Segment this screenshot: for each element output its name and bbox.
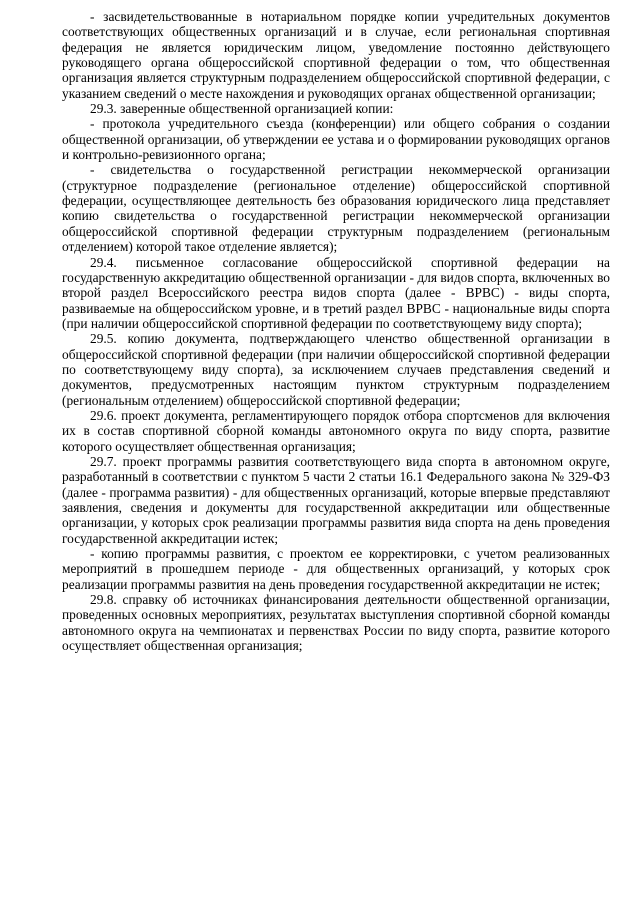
document-page <box>62 9 610 653</box>
paragraph-protocol: - протокола учредительного съезда (конференции) или общего собрания о создании общественной организации, об утверждении ее устава и о формировании руководящих органов и контрольно-ревизионного органа; <box>62 116 610 163</box>
paragraph-29-5: 29.5. копию документа, подтверждающего членство общественной организации в общероссийской спортивной федерации (при наличии общероссийской спортивной федерации по соответствующему виду спорта), за исключением случаев представления сведений и документов, предусмотренных настоящим пунктом структурным подразделением (региональным отделением) общероссийской спортивной федерации; <box>62 331 610 408</box>
paragraph-29-3: 29.3. заверенные общественной организацией копии: <box>90 101 394 117</box>
paragraph-registration-certificate: - свидетельства о государственной регистрации некоммерческой организации (структурное подразделение (региональное отделение) общероссийской спортивной федерации, осуществляющее деятельность без образования юридического лица представляет копию свидетельства о государственной регистрации некоммерческой организации общероссийской спортивной федерации структурным подразделением (региональным отделением) которой такое отделение является); <box>62 162 610 255</box>
paragraph-notarized-copies: - засвидетельствованные в нотариальном порядке копии учредительных документов соответствующих общественных организаций и в случае, если региональная спортивная федерация не является юридическим лицом, уведомление постоянно действующего руководящего органа общероссийской спортивной федерации о том, что общественная организация является структурным подразделением общероссийской спортивной федерации, с указанием сведений о месте нахождения и руководящих органах общественной организации; <box>62 9 610 101</box>
paragraph-29-7: 29.7. проект программы развития соответствующего вида спорта в автономном округе, разработанный в соответствии с пунктом 5 части 2 статьи 16.1 Федерального закона № 329-ФЗ (далее - программа развития) - для общественных организаций, которые впервые представляют заявления, сведения и документы для государственной аккредитации или общественные организации, у которых срок реализации программы развития вида спорта на день проведения государственной аккредитации истек; <box>62 453 610 546</box>
paragraph-program-copy: - копию программы развития, с проектом ее корректировки, с учетом реализованных мероприятий в прошедшем периоде - для общественных организаций, у которых срок реализации программы развития на день проведения государственной аккредитации не истек; <box>62 546 610 592</box>
paragraph-29-6: 29.6. проект документа, регламентирующего порядок отбора спортсменов для включения их в состав спортивной сборной команды автономного округа по виду спорта, развитие которого осуществляет общественная организация; <box>62 407 610 454</box>
paragraph-29-8: 29.8. справку об источниках финансирования деятельности общественной организации, проведенных основных мероприятиях, результатах выступления спортивной сборной команды автономного округа на чемпионатах и первенствах России по виду спорта, развитие которого осуществляет общественная организация; <box>62 592 610 654</box>
paragraph-29-4: 29.4. письменное согласование общероссийской спортивной федерации на государственную аккредитацию общественной организации - для видов спорта, включенных во второй раздел Всероссийского реестра видов спорта (далее - ВРВС) - виды спорта, развиваемые на общероссийском уровне, и в третий раздел ВРВС - национальные виды спорта (при наличии общероссийской спортивной федерации по соответствующему виду спорта); <box>62 254 610 331</box>
